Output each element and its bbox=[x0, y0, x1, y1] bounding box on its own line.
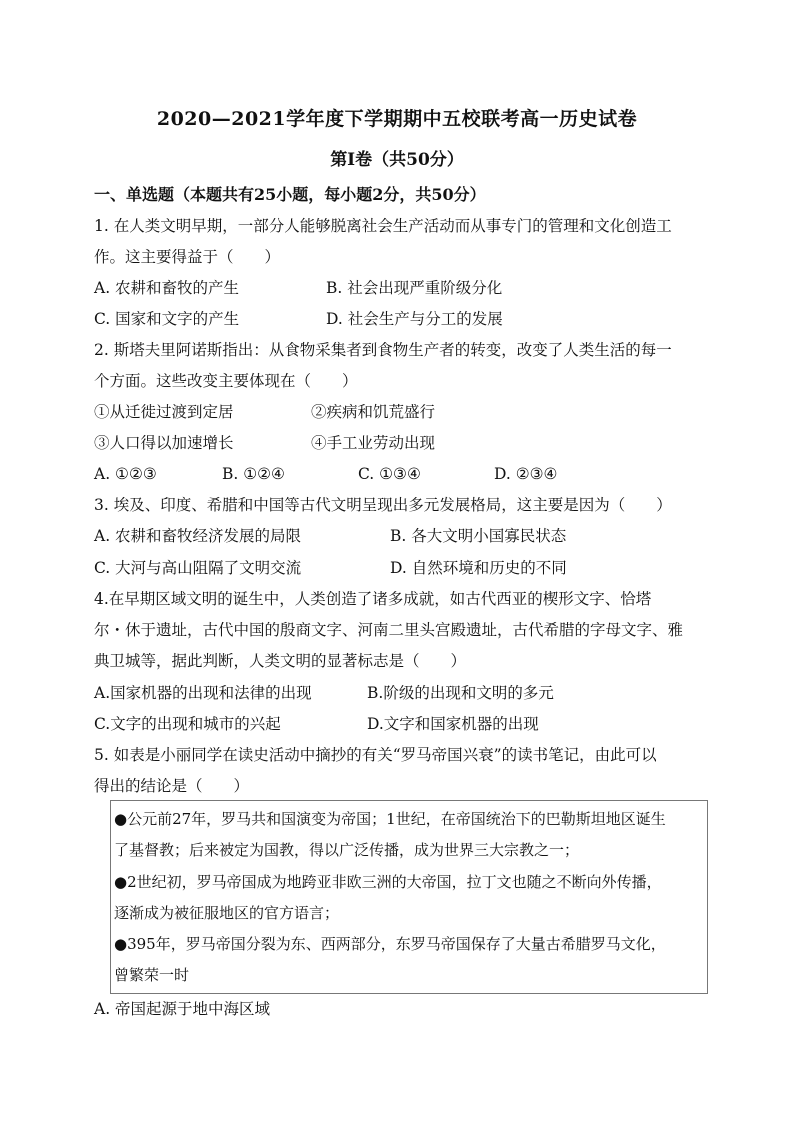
reading-notes-box bbox=[110, 800, 708, 994]
notes-line-6: 曾繁荣一时 bbox=[114, 966, 190, 984]
question-2-option-a: A. ①②③ bbox=[94, 465, 157, 483]
question-2-item-4: ④手工业劳动出现 bbox=[311, 434, 436, 452]
notes-line-3: ●2世纪初，罗马帝国成为地跨亚非欧三洲的大帝国，拉丁文也随之不断向外传播， bbox=[114, 873, 662, 891]
question-2-item-2: ②疾病和饥荒盛行 bbox=[311, 403, 436, 421]
exam-title: 2020—2021学年度下学期期中五校联考高一历史试卷 bbox=[156, 108, 638, 130]
question-4-option-a: A.国家机器的出现和法律的出现 bbox=[94, 684, 312, 702]
question-4-option-b: B.阶级的出现和文明的多元 bbox=[367, 684, 554, 702]
section-heading: 一、单选题（本题共有25小题，每小题2分，共50分） bbox=[94, 185, 486, 204]
question-2-item-3: ③人口得以加速增长 bbox=[94, 434, 234, 452]
question-2-item-1: ①从迁徙过渡到定居 bbox=[94, 403, 234, 421]
question-1-option-c: C. 国家和文字的产生 bbox=[94, 310, 240, 328]
question-3-stem: 3. 埃及、印度、希腊和中国等古代文明呈现出多元发展格局，这主要是因为（ ） bbox=[94, 496, 672, 514]
question-2-stem-line-1: 2. 斯塔夫里阿诺斯指出：从食物采集者到食物生产者的转变，改变了人类生活的每一 bbox=[94, 341, 672, 359]
question-2-option-b: B. ①②④ bbox=[222, 465, 285, 483]
question-3-option-b: B. 各大文明小国寡民状态 bbox=[390, 527, 567, 545]
question-1-option-d: D. 社会生产与分工的发展 bbox=[326, 310, 503, 328]
question-5-stem-line-1: 5. 如表是小丽同学在读史活动中摘抄的有关“罗马帝国兴衰”的读书笔记，由此可以 bbox=[94, 746, 657, 764]
question-3-option-d: D. 自然环境和历史的不同 bbox=[390, 559, 567, 577]
question-4-stem-line-3: 典卫城等，据此判断，人类文明的显著标志是（ ） bbox=[94, 652, 467, 670]
question-2-option-d: D. ②③④ bbox=[494, 465, 558, 483]
question-2-stem-line-2: 个方面。这些改变主要体现在（ ） bbox=[94, 372, 358, 390]
notes-line-2: 了基督教；后来被定为国教，得以广泛传播，成为世界三大宗教之一； bbox=[114, 841, 580, 859]
exam-subtitle: 第Ⅰ卷（共50分） bbox=[330, 150, 464, 170]
question-4-option-d: D.文字和国家机器的出现 bbox=[367, 715, 539, 733]
question-4-option-c: C.文字的出现和城市的兴起 bbox=[94, 715, 281, 733]
question-5-option-a: A. 帝国起源于地中海区域 bbox=[94, 1000, 271, 1018]
notes-line-4: 逐渐成为被征服地区的官方语言； bbox=[114, 904, 340, 922]
question-1-option-a: A. 农耕和畜牧的产生 bbox=[94, 279, 240, 297]
question-1-stem-line-1: 1. 在人类文明早期，一部分人能够脱离社会生产活动而从事专门的管理和文化创造工 bbox=[94, 217, 672, 235]
question-2-option-c: C. ①③④ bbox=[358, 465, 421, 483]
question-1-option-b: B. 社会出现严重阶级分化 bbox=[326, 279, 503, 297]
question-5-stem-line-2: 得出的结论是（ ） bbox=[94, 777, 250, 795]
question-4-stem-line-1: 4.在早期区域文明的诞生中，人类创造了诸多成就，如古代西亚的楔形文字、恰塔 bbox=[94, 590, 652, 608]
notes-line-1: ●公元前27年，罗马共和国演变为帝国；1世纪，在帝国统治下的巴勒斯坦地区诞生 bbox=[114, 810, 666, 828]
question-3-option-a: A. 农耕和畜牧经济发展的局限 bbox=[94, 527, 302, 545]
question-1-stem-line-2: 作。这主要得益于（ ） bbox=[94, 248, 281, 266]
question-4-stem-line-2: 尔・休于遗址，古代中国的殷商文字、河南二里头宫殿遗址，古代希腊的字母文字、雅 bbox=[94, 621, 684, 639]
notes-line-5: ●395年，罗马帝国分裂为东、西两部分，东罗马帝国保存了大量古希腊罗马文化， bbox=[114, 935, 666, 953]
question-3-option-c: C. 大河与高山阻隔了文明交流 bbox=[94, 559, 302, 577]
